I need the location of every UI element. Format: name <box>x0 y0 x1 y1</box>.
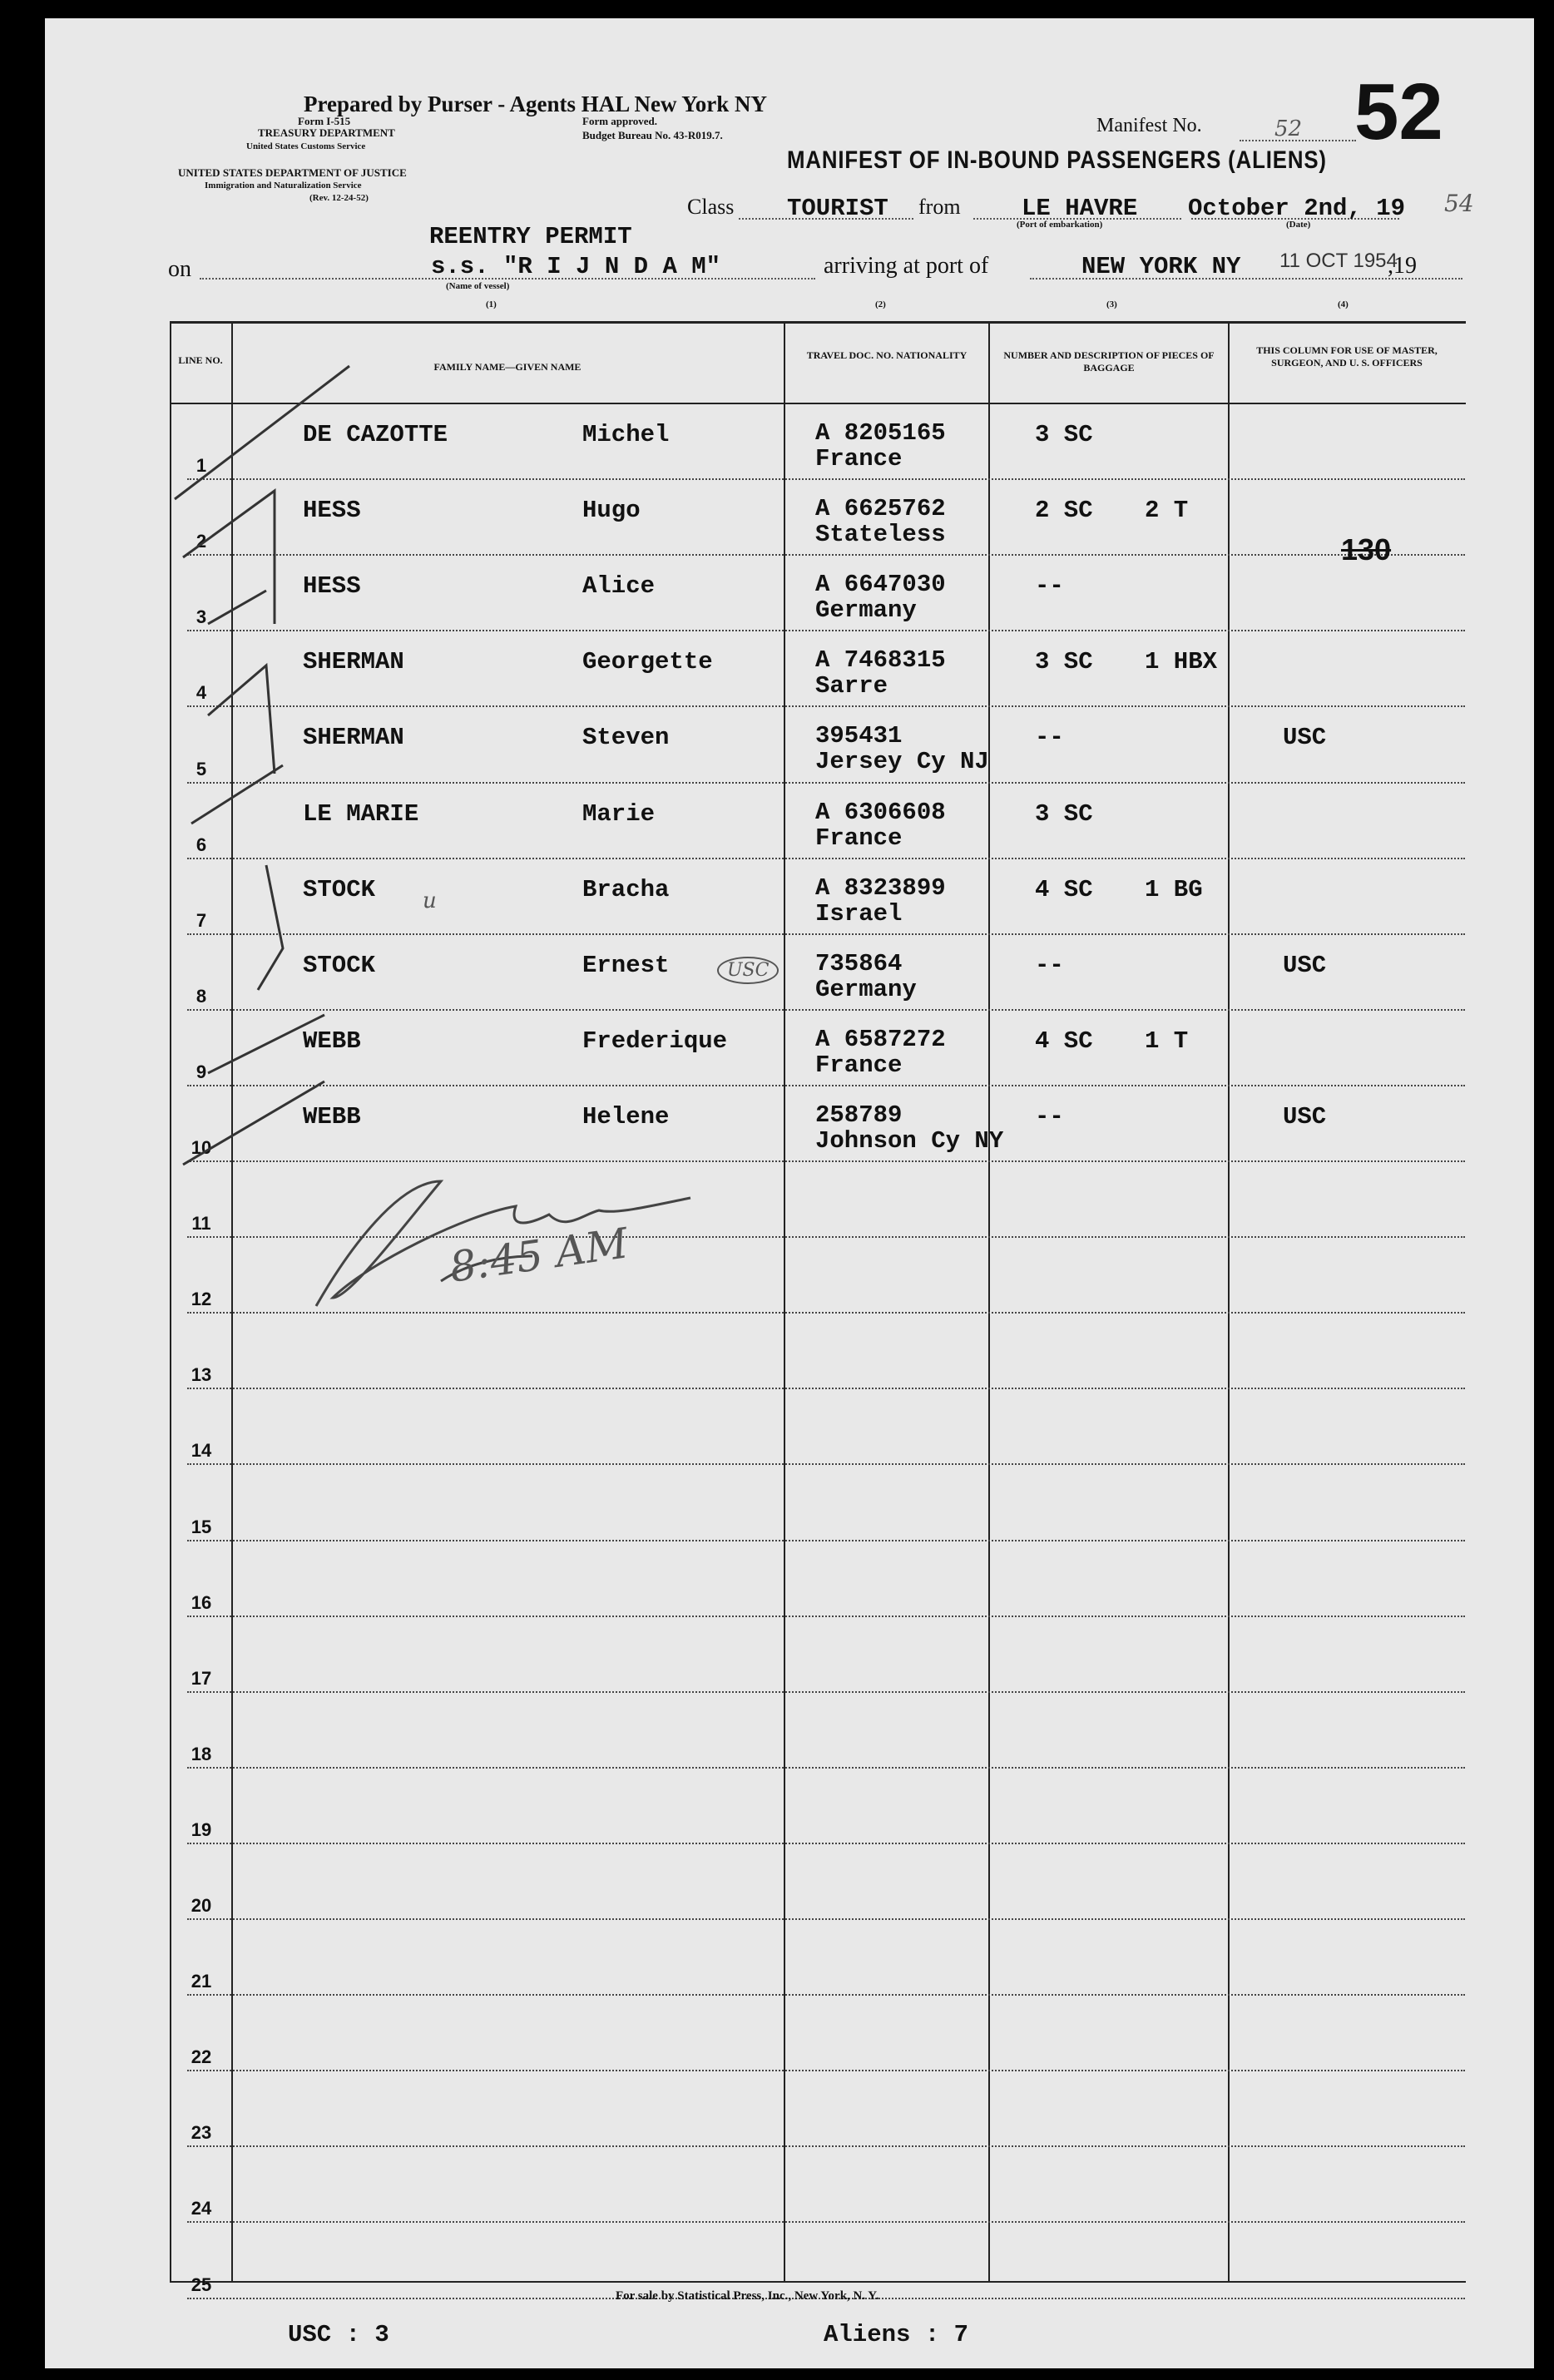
given-name: Alice <box>582 572 656 601</box>
travel-doc-header: TRAVEL DOC. NO. NATIONALITY <box>806 349 968 361</box>
family-name: STOCK <box>303 951 376 979</box>
baggage-extra: 1 T <box>1145 1027 1189 1055</box>
baggage-count: -- <box>1035 951 1064 979</box>
row-rule <box>187 1463 1465 1465</box>
given-name: Bracha <box>582 875 670 903</box>
family-name: LE MARIE <box>303 799 419 828</box>
table-top-border <box>170 321 1466 324</box>
treasury-department: TREASURY DEPARTMENT <box>258 126 395 139</box>
baggage-count: 3 SC <box>1035 648 1093 676</box>
line-number: 16 <box>191 1591 212 1613</box>
row-rule <box>187 1540 1465 1541</box>
line-number: 24 <box>191 2198 212 2219</box>
line-number: 14 <box>191 1440 212 1462</box>
handwritten-mark-u: u <box>423 888 437 913</box>
justice-department: UNITED STATES DEPARTMENT OF JUSTICE <box>178 166 407 179</box>
col2-number: (2) <box>875 299 886 309</box>
given-name: Marie <box>582 799 656 828</box>
row-rule <box>187 1918 1465 1920</box>
family-name: WEBB <box>303 1102 361 1131</box>
line-number: 13 <box>191 1364 212 1386</box>
baggage-count: -- <box>1035 1102 1064 1131</box>
nationality: Sarre <box>815 672 888 700</box>
given-name: Helene <box>582 1102 670 1131</box>
baggage-count: 4 SC <box>1035 875 1093 903</box>
reentry-permit-note: REENTRY PERMIT <box>429 223 632 250</box>
line-number: 1 <box>195 455 207 477</box>
nationality: Israel <box>815 899 903 928</box>
customs-service: United States Customs Service <box>246 141 366 151</box>
family-name: STOCK <box>303 875 376 903</box>
departure-date: October 2nd, 19 <box>1188 195 1406 222</box>
officer-note: USC <box>1283 724 1327 752</box>
row-rule <box>187 1994 1465 1996</box>
manifest-no-label: Manifest No. <box>1096 115 1202 136</box>
row-rule <box>187 2070 1465 2071</box>
date-caption: (Date) <box>1286 220 1311 230</box>
table-bottom-border <box>170 2281 1466 2283</box>
vessel-name: s.s. "R I J N D A M" <box>431 253 721 280</box>
vessel-caption: (Name of vessel) <box>446 281 510 291</box>
given-name: Georgette <box>582 648 713 676</box>
nationality: Jersey Cy NJ <box>815 748 989 776</box>
handwritten-time: 8:45 AM <box>447 1219 631 1292</box>
travel-doc-number: A 6625762 <box>815 495 946 523</box>
given-name: Steven <box>582 724 670 752</box>
line-number: 17 <box>191 1667 212 1689</box>
family-name: HESS <box>303 497 361 525</box>
line-number: 20 <box>191 1895 212 1916</box>
row-rule <box>187 1843 1465 1844</box>
row-rule <box>187 1388 1465 1389</box>
baggage-count: 3 SC <box>1035 799 1093 828</box>
baggage-header: NUMBER AND DESCRIPTION OF PIECES OF BAGGAGE <box>1003 349 1215 374</box>
col3-number: (3) <box>1106 299 1117 309</box>
usc-total: USC : 3 <box>288 2321 389 2348</box>
baggage-count: 2 SC <box>1035 497 1093 525</box>
family-name: HESS <box>303 572 361 601</box>
form-number: Form I-515 <box>298 115 351 127</box>
baggage-count: -- <box>1035 572 1064 601</box>
given-name: Michel <box>582 421 670 448</box>
immigration-service: Immigration and Naturalization Service <box>205 181 362 190</box>
baggage-extra: 1 BG <box>1145 875 1203 903</box>
printer-credit: For sale by Statistical Press, Inc., New York, N. Y. <box>616 2289 879 2303</box>
row-rule <box>187 1616 1465 1617</box>
nationality: Germany <box>815 596 917 625</box>
line-number: 21 <box>191 1971 212 1992</box>
line-number: 19 <box>191 1818 212 1840</box>
nationality: Stateless <box>815 521 946 549</box>
officer-use-header: THIS COLUMN FOR USE OF MASTER, SURGEON, AND U. S. OFFICERS <box>1256 344 1438 369</box>
line-number: 8 <box>195 985 207 1007</box>
nationality: France <box>815 1051 903 1079</box>
class-value: TOURIST <box>787 195 888 222</box>
given-name: Ernest <box>582 951 670 979</box>
manifest-title: MANIFEST OF IN-BOUND PASSENGERS (ALIENS) <box>787 146 1327 174</box>
line-number: 10 <box>191 1137 212 1158</box>
form-approved: Form approved. <box>582 115 658 127</box>
budget-bureau: Budget Bureau No. 43-R019.7. <box>582 129 723 141</box>
officer-note: USC <box>1283 1102 1327 1131</box>
arriving-label: arriving at port of <box>824 253 989 279</box>
travel-doc-number: 258789 <box>815 1101 903 1129</box>
line-number: 6 <box>195 834 207 855</box>
line-number: 12 <box>191 1289 212 1310</box>
name-column-header: FAMILY NAME—GIVEN NAME <box>433 361 582 373</box>
row-rule <box>187 2145 1465 2147</box>
nationality: Johnson Cy NY <box>815 1126 1004 1155</box>
travel-doc-number: A 6306608 <box>815 798 946 826</box>
line-number: 7 <box>195 909 207 931</box>
nationality: Germany <box>815 975 917 1003</box>
aliens-total: Aliens : 7 <box>824 2321 969 2348</box>
on-label: on <box>168 256 191 282</box>
baggage-extra: 1 HBX <box>1145 648 1218 676</box>
line-number: 11 <box>191 1213 211 1235</box>
line-number: 23 <box>191 2122 212 2144</box>
baggage-count: 3 SC <box>1035 421 1093 448</box>
baggage-count: 4 SC <box>1035 1027 1093 1055</box>
line-number: 18 <box>191 1743 212 1764</box>
line-number: 15 <box>191 1516 212 1537</box>
travel-doc-number: A 8205165 <box>815 419 946 447</box>
officer-note-130: 130 <box>1341 532 1392 567</box>
line-number: 5 <box>195 758 207 779</box>
class-label: Class <box>687 195 735 219</box>
travel-doc-number: A 6587272 <box>815 1025 946 1053</box>
manifest-big-number: 52 <box>1354 67 1443 156</box>
row-rule <box>187 1767 1465 1769</box>
departure-year: 54 <box>1444 190 1474 217</box>
col1-number: (1) <box>486 299 497 309</box>
line-number: 2 <box>195 531 207 552</box>
col4-number: (4) <box>1338 299 1349 309</box>
travel-doc-number: A 8323899 <box>815 873 946 902</box>
travel-doc-number: 395431 <box>815 722 903 750</box>
from-label: from <box>918 195 961 219</box>
form-revision: (Rev. 12-24-52) <box>309 193 369 203</box>
travel-doc-number: A 6647030 <box>815 571 946 599</box>
arrival-date-stamp: 11 OCT 1954 <box>1279 250 1398 272</box>
family-name: SHERMAN <box>303 648 404 676</box>
nationality: France <box>815 445 903 473</box>
travel-doc-number: A 7468315 <box>815 646 946 675</box>
embarkation-caption: (Port of embarkation) <box>1017 220 1103 230</box>
line-number: 25 <box>191 2274 212 2295</box>
given-name: Hugo <box>582 497 641 525</box>
baggage-count: -- <box>1035 724 1064 752</box>
line-number: 4 <box>195 682 207 704</box>
embarkation-port: LE HAVRE <box>1022 195 1138 222</box>
baggage-extra: 2 T <box>1145 497 1189 525</box>
handwritten-usc-circle: USC <box>717 957 779 984</box>
line-number: 22 <box>191 2046 212 2068</box>
given-name: Frederique <box>582 1027 728 1055</box>
nationality: France <box>815 824 903 852</box>
row-rule <box>187 1691 1465 1693</box>
col3-divider <box>988 321 990 2283</box>
arrival-year-prefix: ,19 <box>1388 253 1417 279</box>
line-number: 3 <box>195 606 207 628</box>
prepared-by-line: Prepared by Purser - Agents HAL New York NY <box>304 92 767 116</box>
family-name: DE CAZOTTE <box>303 421 448 448</box>
travel-doc-number: 735864 <box>815 949 903 977</box>
col4-divider <box>1228 321 1230 2283</box>
row-rule <box>187 2221 1465 2223</box>
officer-note: USC <box>1283 951 1327 979</box>
line-no-header: LINE NO. <box>178 354 223 366</box>
family-name: SHERMAN <box>303 724 404 752</box>
arrival-port: NEW YORK NY <box>1081 253 1241 280</box>
family-name: WEBB <box>303 1027 361 1055</box>
manifest-no-value: 52 <box>1274 116 1303 141</box>
line-number: 9 <box>195 1061 207 1082</box>
